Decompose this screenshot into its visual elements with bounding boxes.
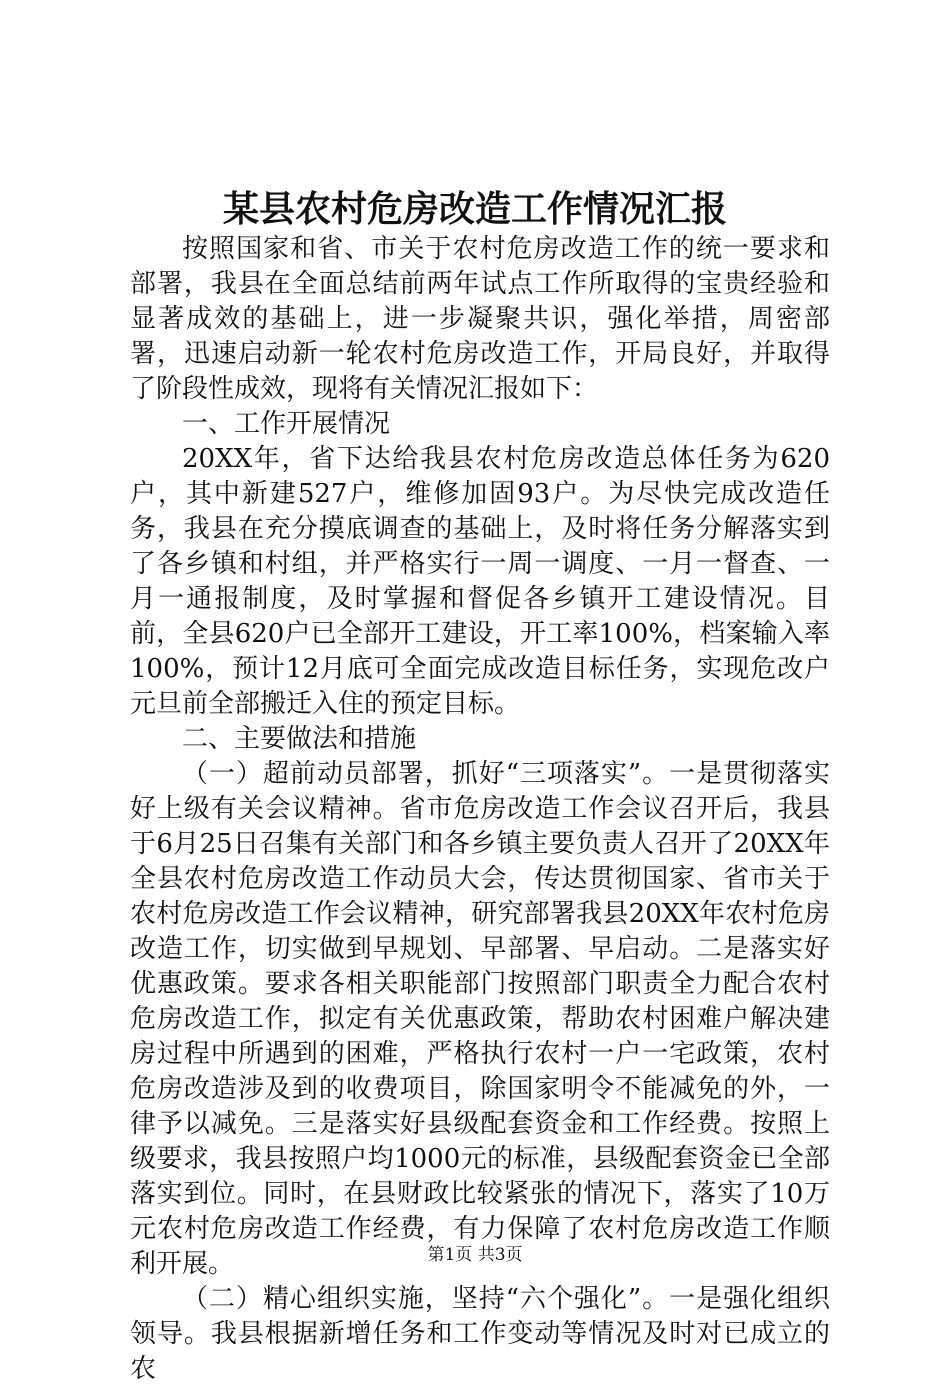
- intro-paragraph: 按照国家和省、市关于农村危房改造工作的统一要求和部署，我县在全面总结前两年试点工作所取得的宝贵经验和显著成效的基础上，进一步凝聚共识，强化举措，周密部署，迅速启动新一轮农村危房改造工作，开局良好，并取得了阶段性成效，现将有关情况汇报如下：: [130, 234, 830, 404]
- measures-paragraph-2: （二）精心组织实施，坚持“六个强化”。一是强化组织领导。我县根据新增任务和工作变动等情况及时对已成立的农: [130, 1284, 830, 1384]
- document-body: [130, 232, 830, 1387]
- measures-paragraph-1: （一）超前动员部署，抓好“三项落实”。一是贯彻落实好上级有关会议精神。省市危房改造工作会议召开后，我县于6月25日召集有关部门和各乡镇主要负责人召开了20XX年全县农村危房改造工作动员大会，传达贯彻国家、省市关于农村危房改造工作会议精神，研究部署我县20XX年农村危房改造工作，切实做到早规划、早部署、早启动。二是落实好优惠政策。要求各相关职能部门按照部门职责全力配合农村危房改造工作，拟定有关优惠政策，帮助农村困难户解决建房过程中所遇到的困难，严格执行农村一户一宅政策，农村危房改造涉及到的收费项目，除国家明令不能减免的外，一律予以减免。三是落实好县级配套资金和工作经费。按照上级要求，我县按照户均1000元的标准，县级配套资金已全部落实到位。同时，在县财政比较紧张的情况下，落实了10万元农村危房改造工作经费，有力保障了农村危房改造工作顺利开展。: [130, 759, 830, 1279]
- page-number-footer: 第1页 共3页: [427, 1245, 523, 1265]
- section-heading-1: 一、工作开展情况: [182, 409, 391, 439]
- work-progress-paragraph: 20XX年，省下达给我县农村危房改造总体任务为620户，其中新建527户，维修加固93户。为尽快完成改造任务，我县在充分摸底调查的基础上，及时将任务分解落实到了各乡镇和村组，并严格实行一周一调度、一月一督查、一月一通报制度，及时掌握和督促各乡镇开工建设情况。目前，全县620户已全部开工建设，开工率100%，档案输入率100%，预计12月底可全面完成改造目标任务，实现危改户元旦前全部搬迁入住的预定目标。: [130, 444, 830, 719]
- document-title: 某县农村危房改造工作情况汇报: [222, 188, 727, 230]
- section-heading-2: 二、主要做法和措施: [182, 724, 417, 754]
